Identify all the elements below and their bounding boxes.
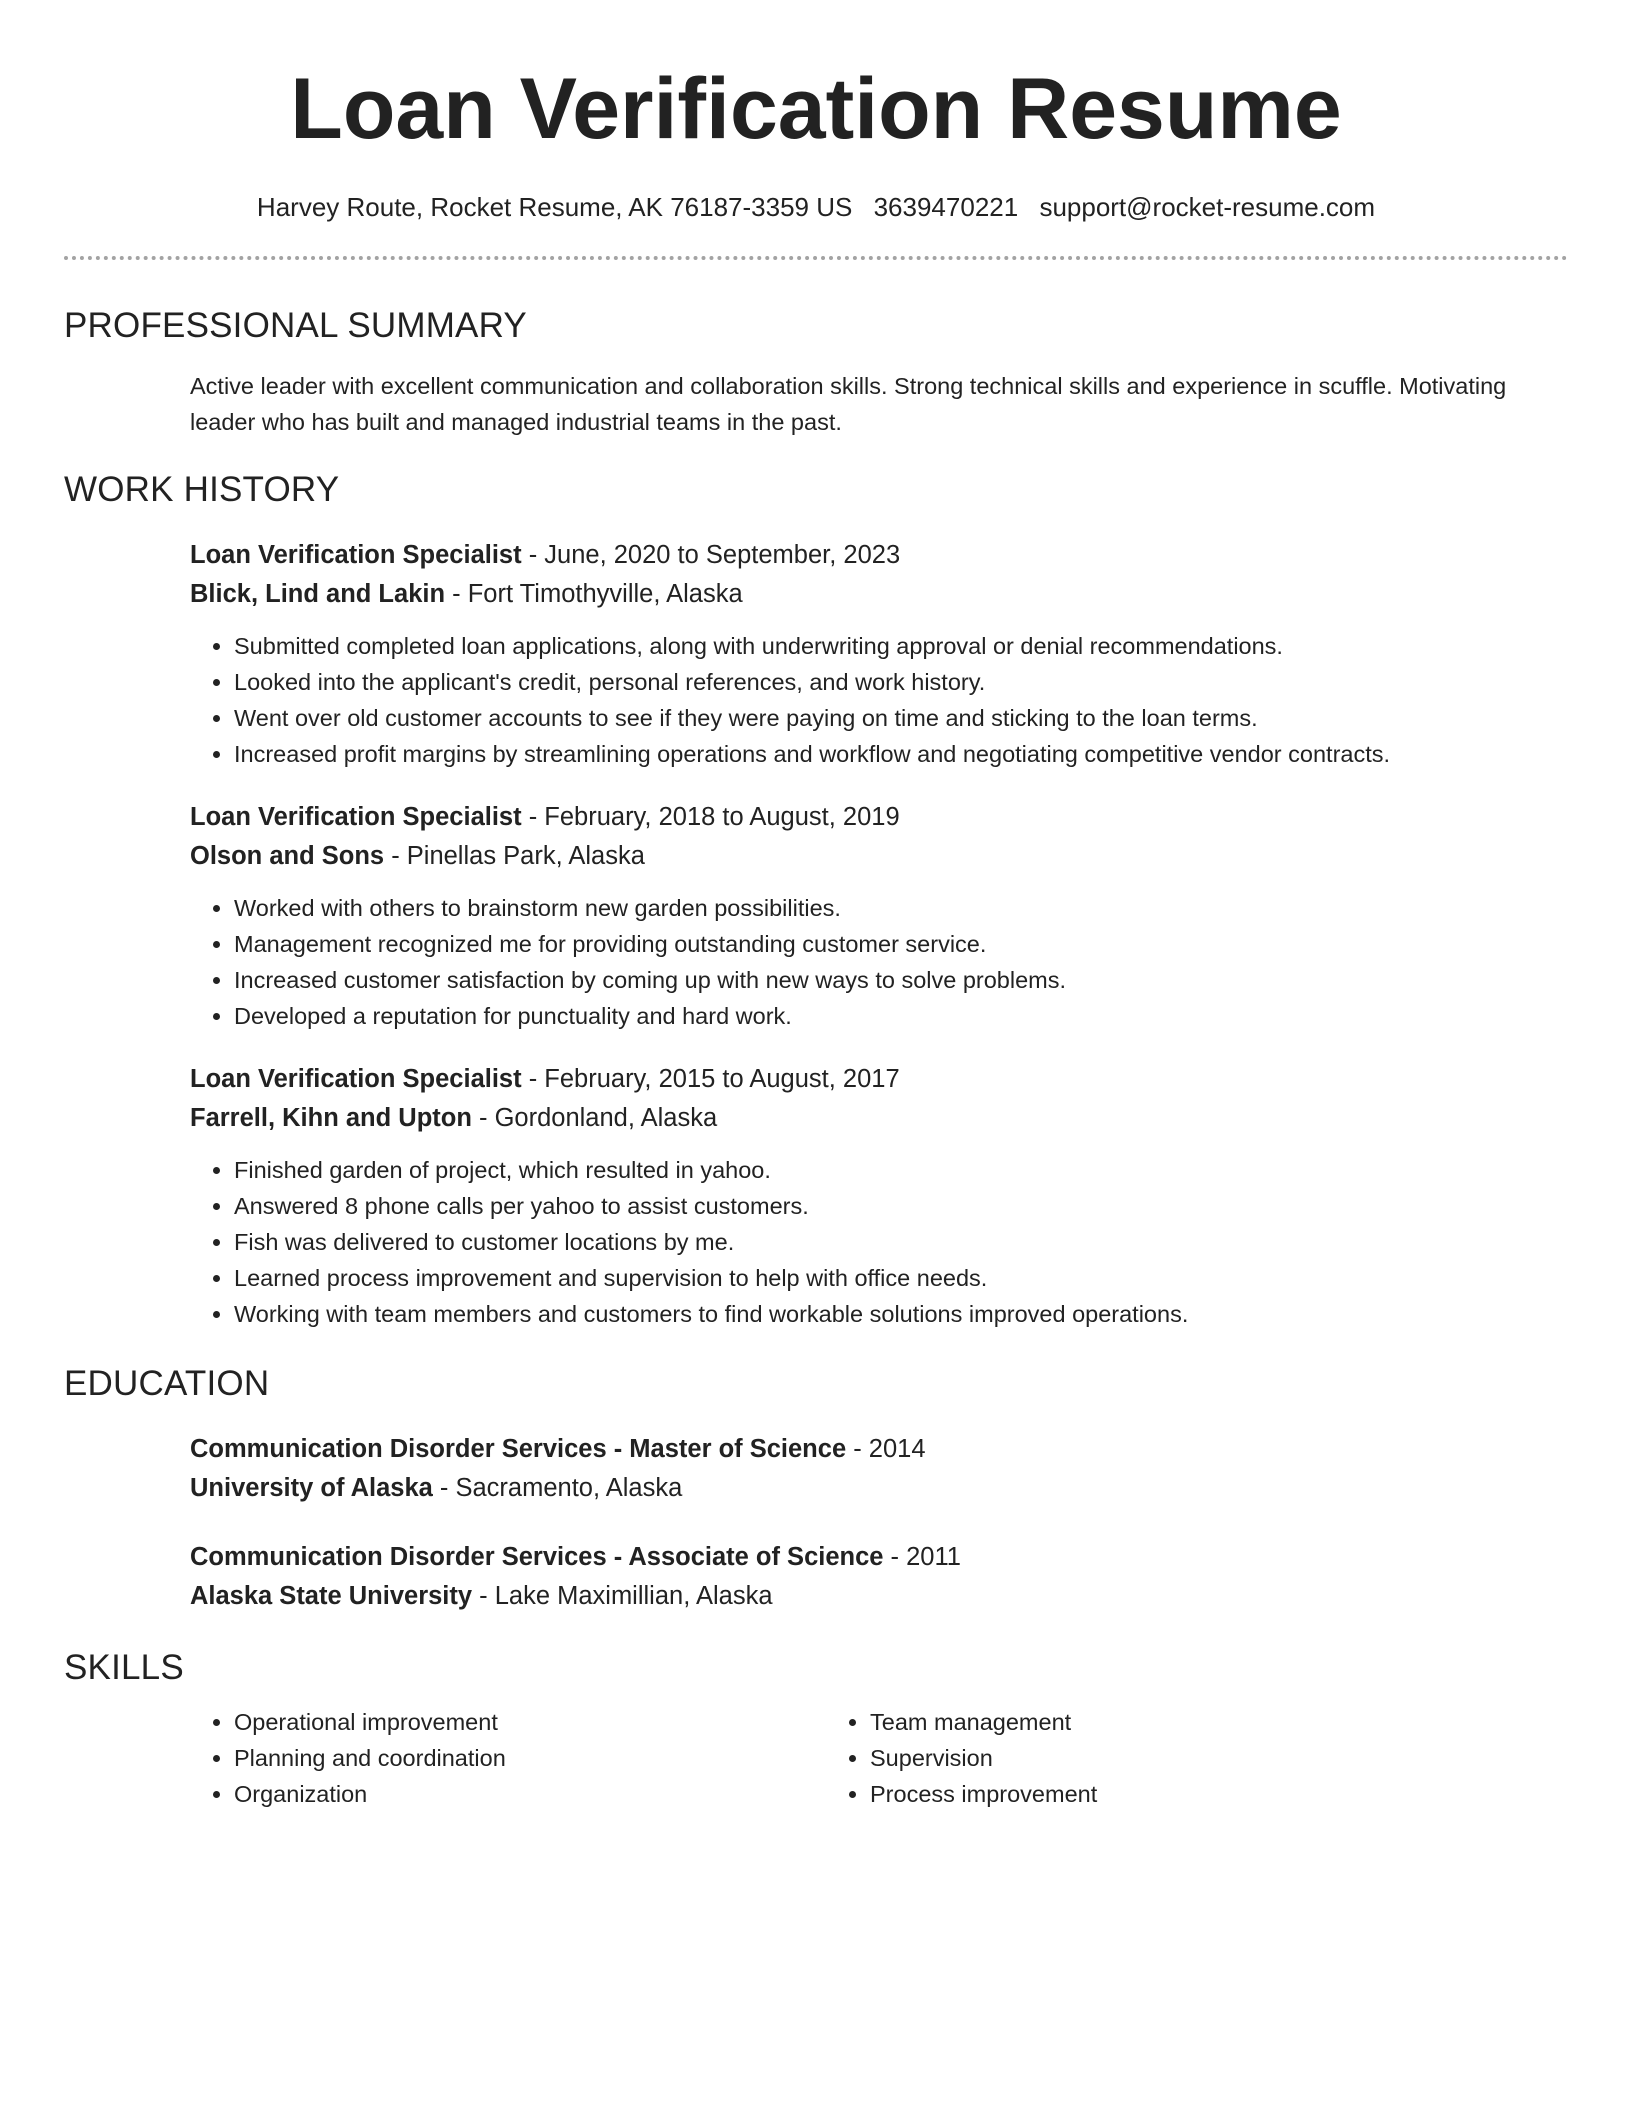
skill-item: • Supervision <box>870 1740 1462 1776</box>
job-location: - Fort Timothyville, Alaska <box>445 580 743 608</box>
job-company-line <box>190 837 1568 876</box>
degree-name: Communication Disorder Services - Associate of Science <box>190 1543 884 1571</box>
job-bullet: • Increased customer satisfaction by coming up with new ways to solve problems. <box>234 962 1568 998</box>
job-bullet: • Learned process improvement and supervision to help with office needs. <box>234 1260 1568 1296</box>
job-company: Farrell, Kihn and Upton <box>190 1104 472 1132</box>
school-name: University of Alaska <box>190 1474 433 1502</box>
resume-title: Loan Verification Resume <box>290 61 1342 157</box>
job-bullet: • Developed a reputation for punctuality and hard work. <box>234 998 1568 1034</box>
job-company: Olson and Sons <box>190 842 385 870</box>
job-dates: - February, 2015 to August, 2017 <box>521 1065 900 1093</box>
school-location: - Sacramento, Alaska <box>432 1474 683 1502</box>
degree-year: - 2011 <box>883 1543 961 1571</box>
education-entry <box>190 1538 1568 1616</box>
skills-grid <box>190 1704 1568 1812</box>
skills-heading: SKILLS <box>64 1648 184 1687</box>
degree-line <box>190 1430 1568 1469</box>
job-bullet: • Answered 8 phone calls per yahoo to assist customers. <box>234 1188 1568 1224</box>
work-history-section <box>64 536 1568 1332</box>
skill-item: • Process improvement <box>870 1776 1462 1812</box>
job-role: Loan Verification Specialist <box>190 541 522 569</box>
job-location: - Pinellas Park, Alaska <box>384 842 645 870</box>
education-section <box>64 1430 1568 1616</box>
degree-name: Communication Disorder Services - Master of Science <box>190 1435 847 1463</box>
job-title-line <box>190 1060 1568 1099</box>
school-line <box>190 1577 1568 1616</box>
job-bullet: • Working with team members and customers to find workable solutions improved operations. <box>234 1296 1568 1332</box>
school-line <box>190 1469 1568 1508</box>
job-entry <box>190 798 1568 1034</box>
education-entry <box>190 1430 1568 1508</box>
school-location: - Lake Maximillian, Alaska <box>472 1582 773 1610</box>
contact-line <box>64 190 1568 224</box>
job-company-line <box>190 575 1568 614</box>
job-title-line <box>190 536 1568 575</box>
job-company: Blick, Lind and Lakin <box>190 580 446 608</box>
job-role: Loan Verification Specialist <box>190 1065 522 1093</box>
job-title-line <box>190 798 1568 837</box>
summary-text: Active leader with excellent communication and collaboration skills. Strong technical skills and experience in scuffle. Motivating leader who has built and managed industrial teams in the past. <box>190 373 1507 435</box>
degree-line <box>190 1538 1568 1577</box>
job-entry <box>190 536 1568 772</box>
summary-section <box>64 368 1568 440</box>
job-bullets <box>190 628 1568 772</box>
job-role: Loan Verification Specialist <box>190 803 522 831</box>
school-name: Alaska State University <box>190 1582 473 1610</box>
summary-heading: PROFESSIONAL SUMMARY <box>64 306 527 345</box>
header-divider <box>64 256 1568 260</box>
job-bullet: • Went over old customer accounts to see if they were paying on time and sticking to the loan terms. <box>234 700 1568 736</box>
job-bullets <box>190 890 1568 1034</box>
job-dates: - June, 2020 to September, 2023 <box>521 541 901 569</box>
job-bullet: • Fish was delivered to customer locations by me. <box>234 1224 1568 1260</box>
degree-year: - 2014 <box>846 1435 926 1463</box>
job-dates: - February, 2018 to August, 2019 <box>521 803 900 831</box>
job-bullet: • Finished garden of project, which resulted in yahoo. <box>234 1152 1568 1188</box>
skill-item: • Operational improvement <box>234 1704 826 1740</box>
contact-email: support@rocket-resume.com <box>1039 192 1376 222</box>
job-entry <box>190 1060 1568 1332</box>
job-bullet: • Worked with others to brainstorm new garden possibilities. <box>234 890 1568 926</box>
contact-address: Harvey Route, Rocket Resume, AK 76187-3359 US <box>256 192 853 222</box>
job-bullet: • Submitted completed loan applications, along with underwriting approval or denial recommendations. <box>234 628 1568 664</box>
job-bullets <box>190 1152 1568 1332</box>
skill-item: • Organization <box>234 1776 826 1812</box>
contact-phone: 3639470221 <box>873 192 1019 222</box>
skills-column-right <box>826 1704 1462 1812</box>
job-bullet: • Increased profit margins by streamlining operations and workflow and negotiating competitive vendor contracts. <box>234 736 1568 772</box>
job-bullet: • Looked into the applicant's credit, personal references, and work history. <box>234 664 1568 700</box>
work-history-heading: WORK HISTORY <box>64 470 340 509</box>
education-heading: EDUCATION <box>64 1364 270 1403</box>
skills-column-left <box>190 1704 826 1812</box>
job-bullet: • Management recognized me for providing outstanding customer service. <box>234 926 1568 962</box>
job-company-line <box>190 1099 1568 1138</box>
skills-section <box>64 1704 1568 1812</box>
job-location: - Gordonland, Alaska <box>471 1104 718 1132</box>
skill-item: • Team management <box>870 1704 1462 1740</box>
skill-item: • Planning and coordination <box>234 1740 826 1776</box>
